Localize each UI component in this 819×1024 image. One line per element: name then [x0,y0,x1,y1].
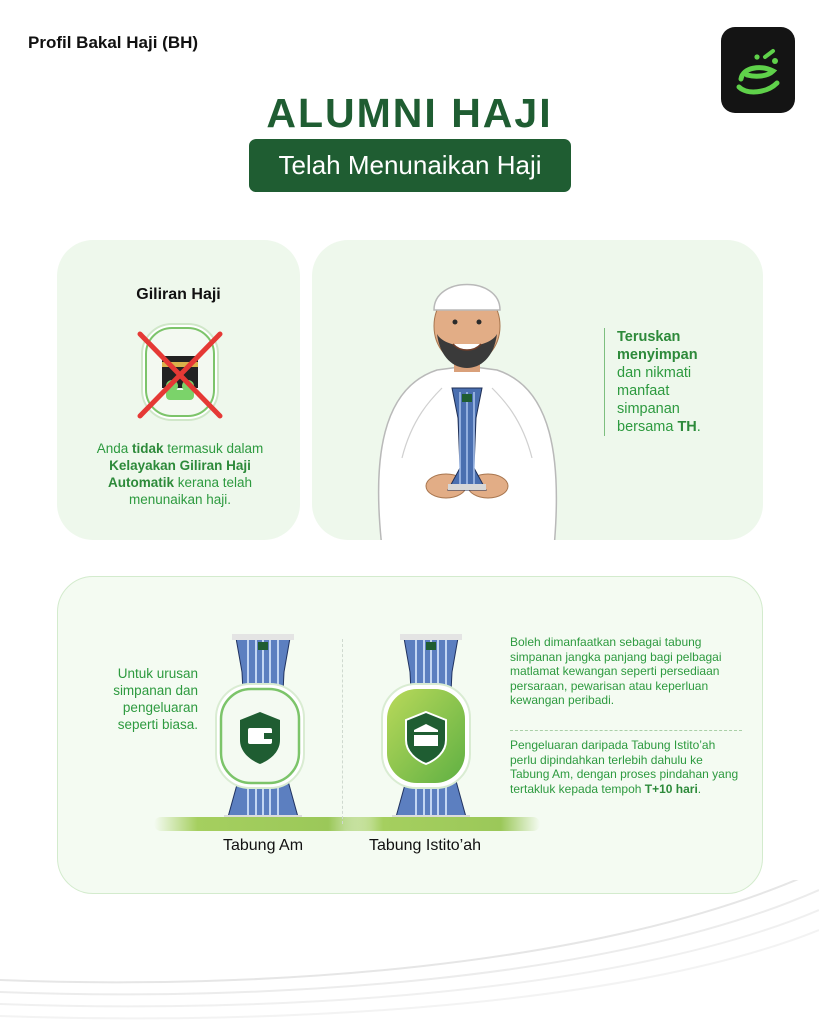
continue-saving-quote [604,328,716,436]
page-header-title: Profil Bakal Haji (BH) [28,33,199,52]
kaabah-crossed-icon [136,320,224,426]
giliran-text-emphasis: Kelayakan Giliran Haji Automatik [107,458,251,490]
giliran-text-part: termasuk dalam [163,441,264,456]
tabung-divider [342,639,343,824]
giliran-haji-card [57,240,300,540]
tabung-istitoah-divider [510,730,742,731]
withdrawal-period-emphasis: T+10 hari [644,781,698,796]
quote-text: . [696,419,701,435]
withdrawal-note-text: Pengeluaran daripada Tabung Istito’ah perlu dipindahkan terlebih dahulu ke Tabung Am, dengan proses pindahan yang tertakluk kepada tempoh [510,738,739,796]
decorative-swoosh-lines [0,880,819,1024]
quote-emphasis: Teruskan menyimpan [617,329,698,363]
tabung-am-description: Untuk urusan simpanan dan pengeluaran seperti biasa. [113,666,198,732]
person-with-tower-illustration [342,258,592,540]
tabung-card [57,576,763,894]
giliran-text-part: Anda [96,441,132,456]
quote-text: dan nikmati manfaat simpanan bersama [617,365,692,435]
tabung-istitoah-withdrawal-note [510,738,742,796]
giliran-haji-title: Giliran Haji [136,286,221,303]
hero-title: ALUMNI HAJI [266,90,553,136]
person-promo-card [312,240,763,540]
tabung-istitoah-grass [344,817,540,831]
tabung-am-grass [154,817,372,831]
kaabah-shield-icon [380,682,472,790]
hero-subtitle-pill: Telah Menunaikan Haji [249,139,571,192]
giliran-haji-description [75,440,285,508]
giliran-text-part: kerana telah menunaikan haji. [128,475,253,507]
tabung-istitoah-label: Tabung Istito’ah [368,837,482,854]
tabung-am-label: Tabung Am [222,837,304,854]
wallet-shield-icon [214,682,306,790]
withdrawal-note-text: . [697,781,702,796]
tabung-istitoah-description: Boleh dimanfaatkan sebagai tabung simpanan jangka panjang bagi pelbagai matlamat kewangan seperti persediaan persaraan, pewarisan atau keperluan kewangan peribadi. [510,635,722,707]
giliran-text-emphasis: tidak [131,441,164,456]
quote-th-emphasis: TH [677,419,697,435]
